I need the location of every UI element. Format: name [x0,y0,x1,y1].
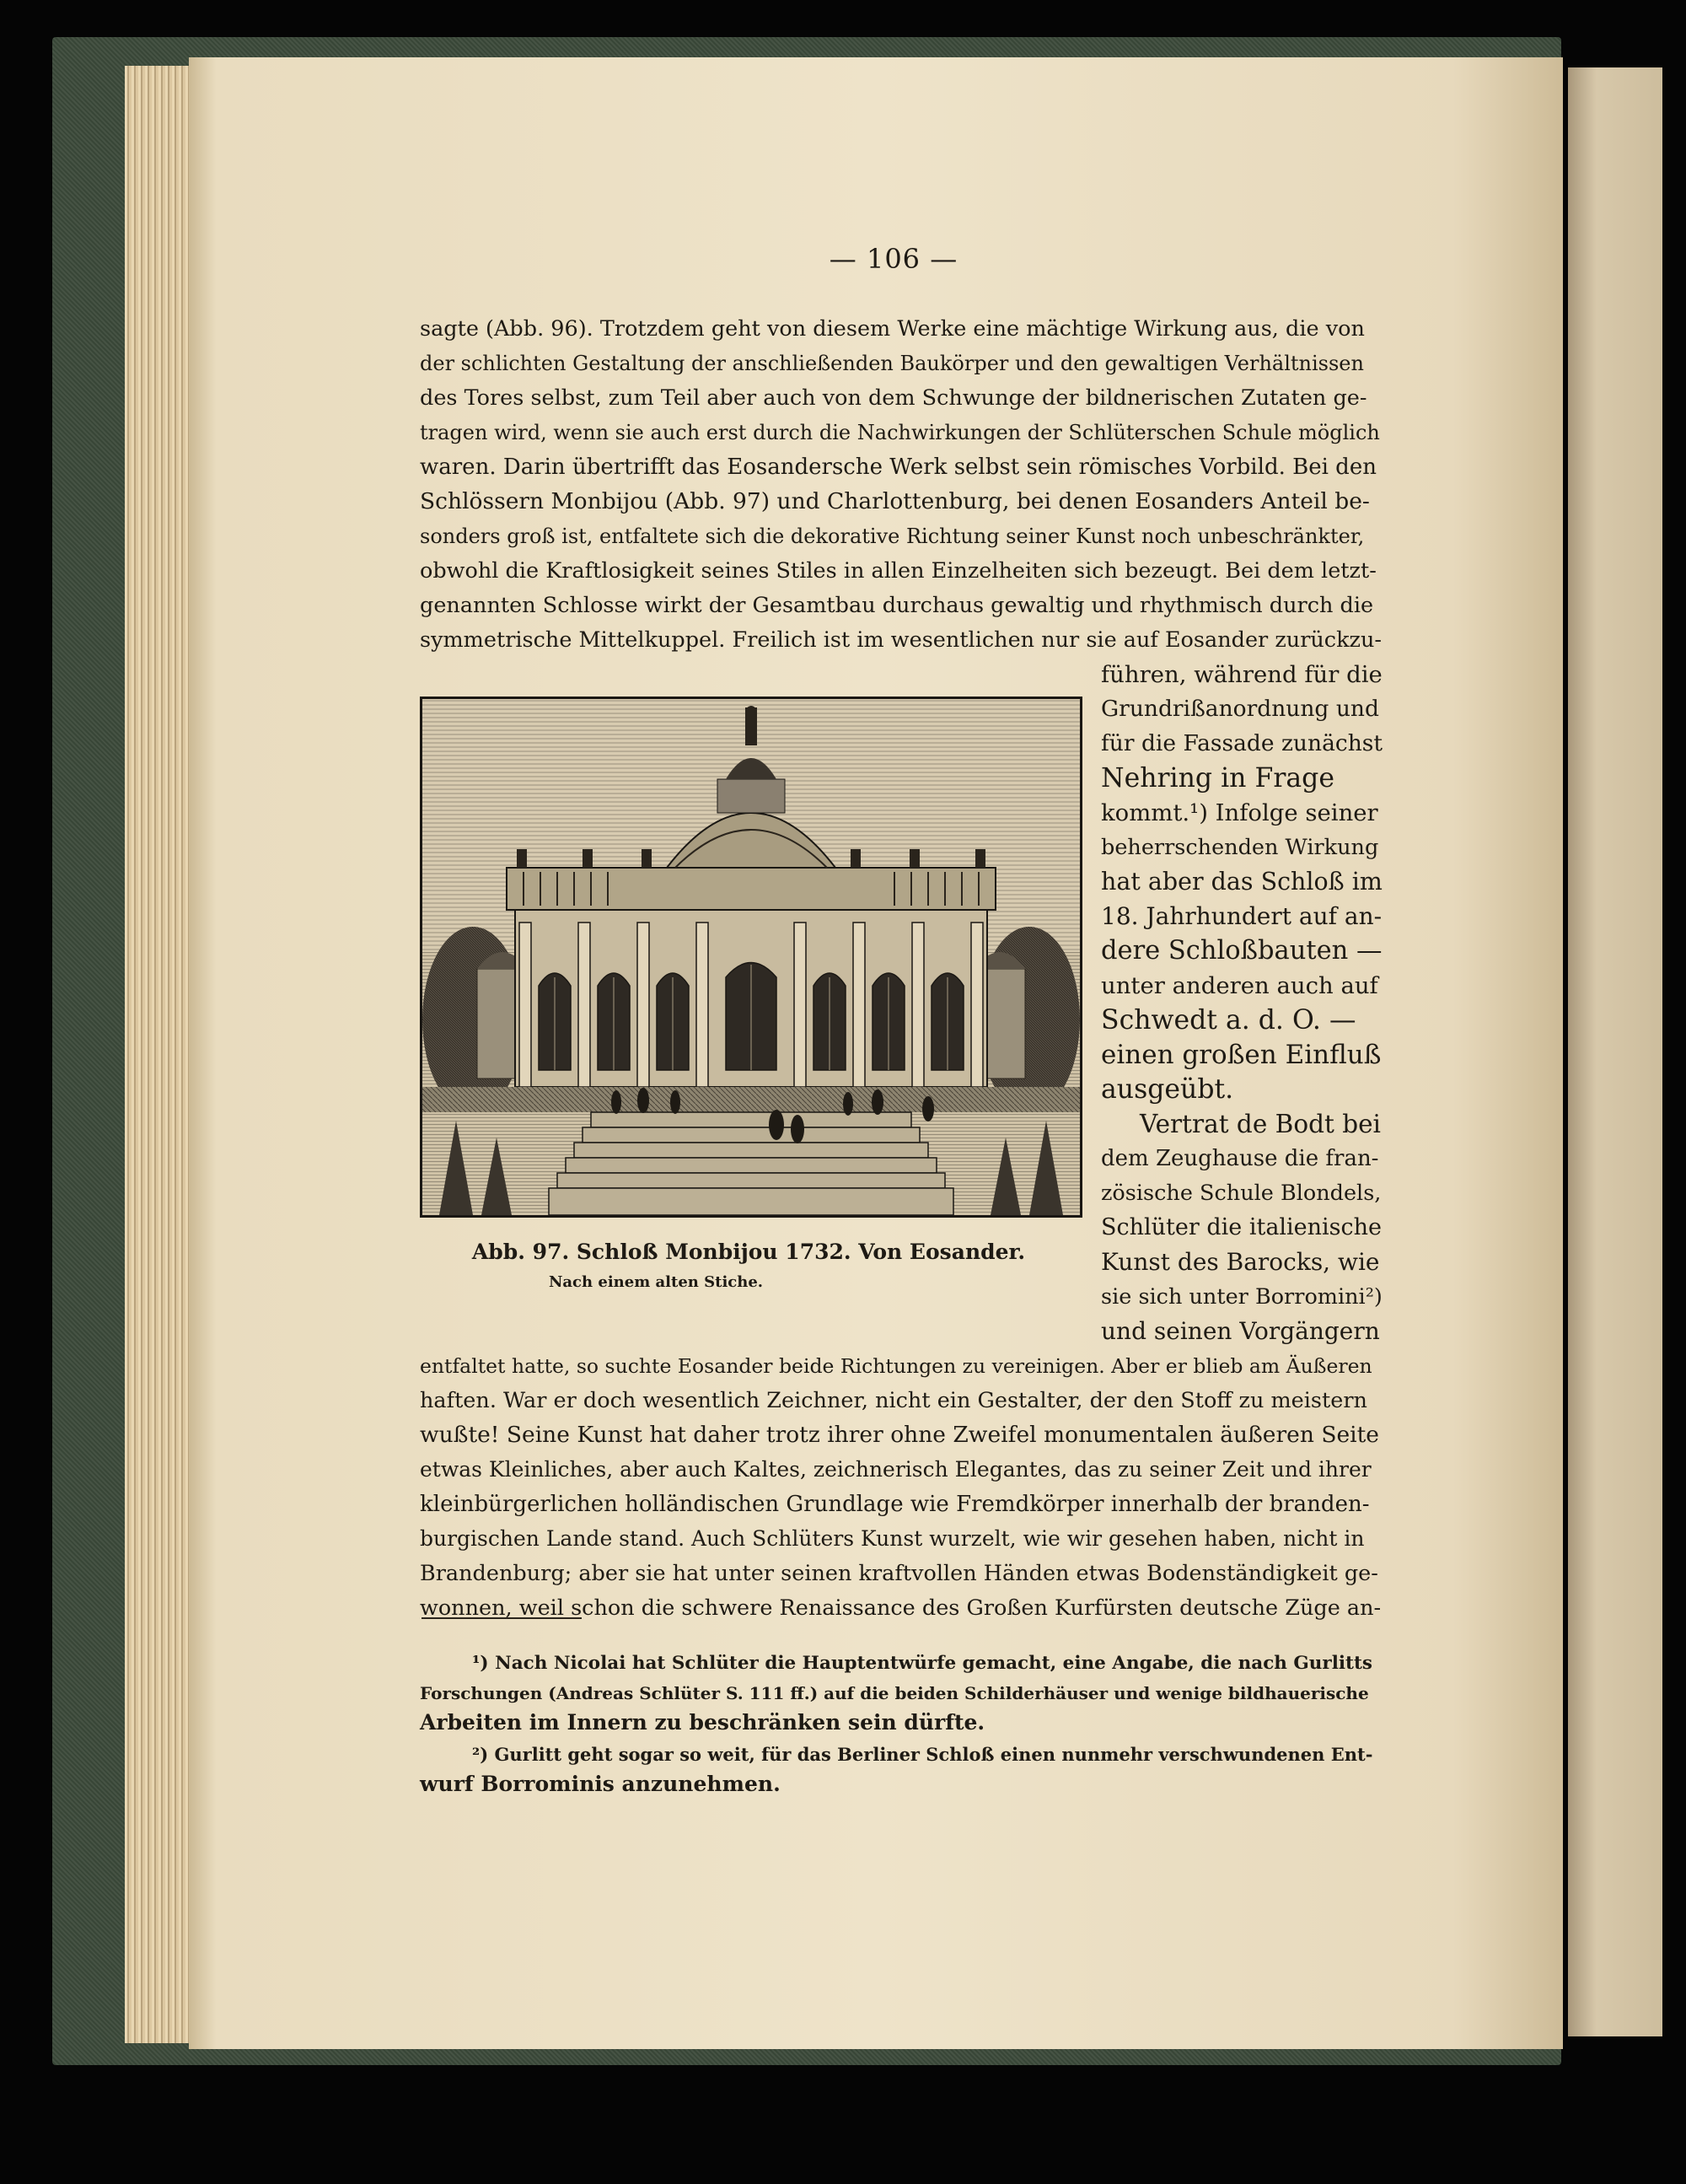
engraving-illustration [420,697,1082,1218]
facing-page-edge [1568,67,1662,2036]
side-text-line: 18. Jahrhundert auf an- [1101,902,1383,930]
text-line: obwohl die Kraftlosigkeit seines Stiles in allen Einzelheiten sich bezeugt. Bei dem letzt- [420,558,1377,584]
side-text-line: kommt.¹) Infolge seiner [1101,799,1378,826]
side-text-line: führen, während für die [1101,661,1383,688]
page-edges [125,66,192,2043]
text-line: genannten Schlosse wirkt der Gesamtbau durchaus gewaltig und rhythmisch durch die [420,593,1374,618]
text-line: wonnen, weil schon die schwere Renaissance des Großen Kurfürsten deutsche Züge an- [420,1595,1382,1621]
side-text-line: Nehring in Frage [1101,763,1334,793]
side-text-line: Kunst des Barocks, wie [1101,1248,1380,1276]
text-line: etwas Kleinliches, aber auch Kaltes, zeichnerisch Elegantes, das zu seiner Zeit und ihrer [420,1457,1372,1482]
text-line: waren. Darin übertrifft das Eosandersche Werk selbst sein römisches Vorbild. Bei den [420,455,1377,480]
side-text-line: einen großen Einfluß [1101,1040,1382,1070]
footnote-line: ¹) Nach Nicolai hat Schlüter die Hauptentwürfe gemacht, eine Angabe, die nach Gurlitts [472,1653,1373,1674]
text-line: Schlössern Monbijou (Abb. 97) und Charlottenburg, bei denen Eosanders Anteil be- [420,488,1370,514]
text-line: kleinbürgerlichen holländischen Grundlage wie Fremdkörper innerhalb der branden- [420,1492,1370,1517]
text-line: der schlichten Gestaltung der anschließenden Baukörper und den gewaltigen Verhältnissen [420,352,1364,375]
text-line: sonders groß ist, entfaltete sich die dekorative Richtung seiner Kunst noch unbeschränkter, [420,524,1365,548]
footnote-line: ²) Gurlitt geht sogar so weit, für das Berliner Schloß einen nunmehr verschwundenen Ent- [472,1744,1373,1765]
side-text-line: hat aber das Schloß im [1101,868,1383,896]
figure-caption: Abb. 97. Schloß Monbijou 1732. Von Eosander. [471,1240,1026,1264]
text-line: Brandenburg; aber sie hat unter seinen kraftvollen Händen etwas Bodenständigkeit ge- [420,1561,1378,1586]
footnote-divider [422,1617,582,1619]
footnote-line: Forschungen (Andreas Schlüter S. 111 ff.) auf die beiden Schilderhäuser und wenige bildhauerische [420,1683,1369,1703]
text-line: wußte! Seine Kunst hat daher trotz ihrer ohne Zweifel monumentalen äußeren Seite [420,1422,1379,1448]
text-line: haften. War er doch wesentlich Zeichner, nicht ein Gestalter, der den Stoff zu meistern [420,1388,1367,1413]
side-text-line: beherrschenden Wirkung [1101,835,1379,860]
palace-engraving [422,699,1080,1215]
text-line: symmetrische Mittelkuppel. Freilich ist im wesentlichen nur sie auf Eosander zurückzu- [420,627,1383,653]
side-text-line: Schwedt a. d. O. — [1101,1005,1356,1036]
side-text-line: sie sich unter Borromini²) [1101,1284,1383,1310]
text-line: burgischen Lande stand. Auch Schlüters Kunst wurzelt, wie wir gesehen haben, nicht in [420,1526,1365,1551]
side-text-line: dere Schloßbauten — [1101,936,1383,966]
side-text-line: dem Zeughause die fran- [1101,1146,1379,1171]
side-text-line: Schlüter die italienische [1101,1214,1383,1240]
page-number: — 106 — [829,243,958,275]
footnote-line: wurf Borrominis anzunehmen. [420,1772,781,1796]
figure-subcaption: Nach einem alten Stiche. [548,1273,764,1291]
text-line: des Tores selbst, zum Teil aber auch von dem Schwunge der bildnerischen Zutaten ge- [420,385,1367,411]
side-text-line: Vertrat de Bodt bei [1140,1110,1381,1138]
side-text-line: für die Fassade zunächst [1101,730,1383,756]
side-text-line: zösische Schule Blondels, [1101,1181,1382,1206]
text-line: sagte (Abb. 96). Trotzdem geht von diesem Werke eine mächtige Wirkung aus, die von [420,316,1365,342]
text-line: tragen wird, wenn sie auch erst durch die Nachwirkungen der Schlüterschen Schule möglich [420,421,1380,444]
footnote-line: Arbeiten im Innern zu beschränken sein dürfte. [420,1710,985,1735]
side-text-line: unter anderen auch auf [1101,972,1378,999]
side-text-line: ausgeübt. [1101,1074,1234,1105]
side-text-line: Grundrißanordnung und [1101,696,1379,722]
text-line: entfaltet hatte, so suchte Eosander beide Richtungen zu vereinigen. Aber er blieb am Äußeren [420,1354,1372,1378]
side-text-line: und seinen Vorgängern [1101,1317,1380,1345]
